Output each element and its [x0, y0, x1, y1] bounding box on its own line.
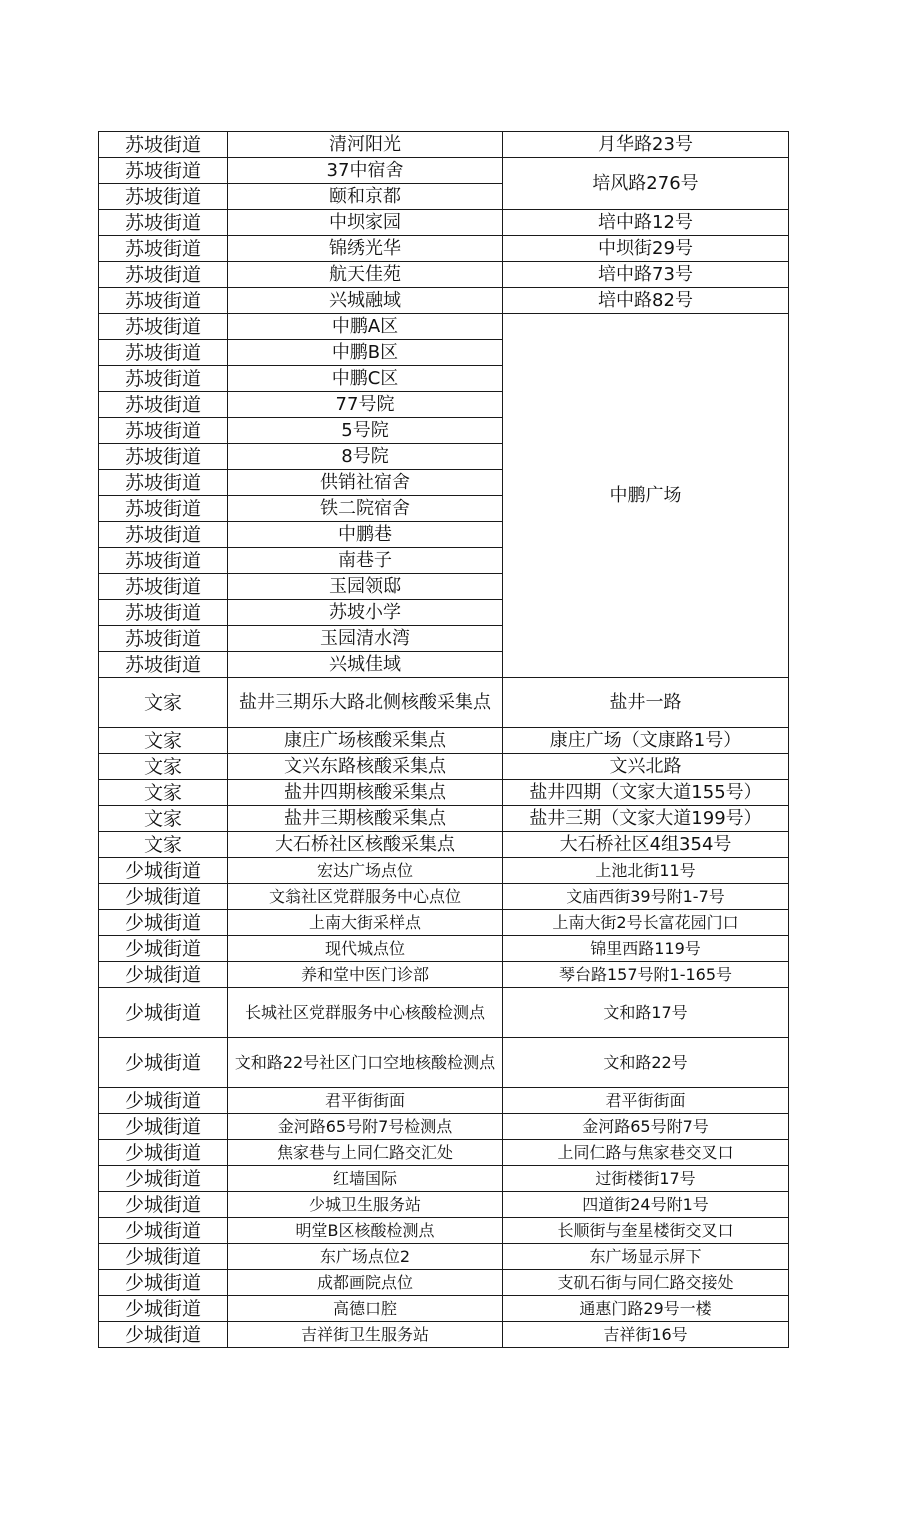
- site-cell: 中鹏A区: [228, 314, 503, 340]
- site-cell: 盐井三期乐大路北侧核酸采集点: [228, 678, 503, 728]
- address-cell: 月华路23号: [503, 132, 789, 158]
- site-cell: 现代城点位: [228, 936, 503, 962]
- street-cell: 苏坡街道: [99, 418, 228, 444]
- street-cell: 少城街道: [99, 1322, 228, 1348]
- address-cell: 培风路276号: [503, 158, 789, 210]
- site-cell: 8号院: [228, 444, 503, 470]
- address-cell: 上南大街2号长富花园门口: [503, 910, 789, 936]
- table-row: [99, 728, 789, 754]
- table-row: [99, 988, 789, 1038]
- address-cell: 文和路17号: [503, 988, 789, 1038]
- address-cell: 康庄广场（文康路1号）: [503, 728, 789, 754]
- street-cell: 苏坡街道: [99, 288, 228, 314]
- street-cell: 苏坡街道: [99, 262, 228, 288]
- table-row: [99, 1114, 789, 1140]
- table-row: [99, 288, 789, 314]
- table-row: [99, 780, 789, 806]
- site-cell: 玉园领邸: [228, 574, 503, 600]
- site-cell: 红墙国际: [228, 1166, 503, 1192]
- site-cell: 兴城融域: [228, 288, 503, 314]
- site-cell: 大石桥社区核酸采集点: [228, 832, 503, 858]
- site-cell: 成都画院点位: [228, 1270, 503, 1296]
- site-cell: 铁二院宿舍: [228, 496, 503, 522]
- address-cell: 中坝街29号: [503, 236, 789, 262]
- street-cell: 少城街道: [99, 1270, 228, 1296]
- address-cell: 中鹏广场: [503, 314, 789, 678]
- table-row: [99, 1296, 789, 1322]
- address-cell: 培中路82号: [503, 288, 789, 314]
- site-cell: 兴城佳域: [228, 652, 503, 678]
- table-row: [99, 858, 789, 884]
- address-cell: 支矶石街与同仁路交接处: [503, 1270, 789, 1296]
- site-cell: 中鹏巷: [228, 522, 503, 548]
- site-cell: 37中宿舍: [228, 158, 503, 184]
- street-cell: 苏坡街道: [99, 470, 228, 496]
- street-cell: 苏坡街道: [99, 184, 228, 210]
- table-row: [99, 806, 789, 832]
- address-cell: 上池北街11号: [503, 858, 789, 884]
- street-cell: 少城街道: [99, 1192, 228, 1218]
- table-row: [99, 1166, 789, 1192]
- street-cell: 苏坡街道: [99, 600, 228, 626]
- street-cell: 苏坡街道: [99, 522, 228, 548]
- table-row: [99, 1322, 789, 1348]
- address-cell: 过街楼街17号: [503, 1166, 789, 1192]
- table-row: [99, 314, 789, 340]
- site-cell: 少城卫生服务站: [228, 1192, 503, 1218]
- address-cell: 琴台路157号附1-165号: [503, 962, 789, 988]
- street-cell: 少城街道: [99, 1038, 228, 1088]
- address-cell: 文兴北路: [503, 754, 789, 780]
- site-cell: 长城社区党群服务中心核酸检测点: [228, 988, 503, 1038]
- table-row: [99, 132, 789, 158]
- table-row: [99, 1192, 789, 1218]
- site-cell: 南巷子: [228, 548, 503, 574]
- address-cell: 盐井四期（文家大道155号）: [503, 780, 789, 806]
- site-cell: 君平街街面: [228, 1088, 503, 1114]
- street-cell: 苏坡街道: [99, 548, 228, 574]
- street-cell: 苏坡街道: [99, 210, 228, 236]
- site-cell: 清河阳光: [228, 132, 503, 158]
- address-cell: 长顺街与奎星楼街交叉口: [503, 1218, 789, 1244]
- street-cell: 少城街道: [99, 962, 228, 988]
- street-cell: 苏坡街道: [99, 314, 228, 340]
- address-cell: 上同仁路与焦家巷交叉口: [503, 1140, 789, 1166]
- site-cell: 中坝家园: [228, 210, 503, 236]
- table-row: [99, 1038, 789, 1088]
- street-cell: 少城街道: [99, 1114, 228, 1140]
- address-cell: 培中路73号: [503, 262, 789, 288]
- street-cell: 少城街道: [99, 936, 228, 962]
- address-cell: 盐井一路: [503, 678, 789, 728]
- address-cell: 金河路65号附7号: [503, 1114, 789, 1140]
- site-cell: 吉祥街卫生服务站: [228, 1322, 503, 1348]
- site-cell: 康庄广场核酸采集点: [228, 728, 503, 754]
- table-row: [99, 262, 789, 288]
- street-cell: 苏坡街道: [99, 366, 228, 392]
- site-cell: 颐和京都: [228, 184, 503, 210]
- site-cell: 5号院: [228, 418, 503, 444]
- table-row: [99, 884, 789, 910]
- address-cell: 东广场显示屏下: [503, 1244, 789, 1270]
- street-cell: 少城街道: [99, 858, 228, 884]
- street-cell: 苏坡街道: [99, 496, 228, 522]
- street-cell: 文家: [99, 728, 228, 754]
- street-cell: 苏坡街道: [99, 652, 228, 678]
- street-cell: 少城街道: [99, 1088, 228, 1114]
- table-row: [99, 754, 789, 780]
- street-cell: 苏坡街道: [99, 132, 228, 158]
- street-cell: 文家: [99, 806, 228, 832]
- address-cell: 锦里西路119号: [503, 936, 789, 962]
- site-cell: 文兴东路核酸采集点: [228, 754, 503, 780]
- street-cell: 苏坡街道: [99, 236, 228, 262]
- street-cell: 少城街道: [99, 1218, 228, 1244]
- site-cell: 盐井四期核酸采集点: [228, 780, 503, 806]
- address-cell: 君平街街面: [503, 1088, 789, 1114]
- street-cell: 少城街道: [99, 1140, 228, 1166]
- street-cell: 少城街道: [99, 1166, 228, 1192]
- site-cell: 航天佳苑: [228, 262, 503, 288]
- address-cell: 文庙西街39号附1-7号: [503, 884, 789, 910]
- street-cell: 少城街道: [99, 884, 228, 910]
- street-cell: 少城街道: [99, 1244, 228, 1270]
- site-cell: 养和堂中医门诊部: [228, 962, 503, 988]
- site-cell: 盐井三期核酸采集点: [228, 806, 503, 832]
- table-row: [99, 936, 789, 962]
- site-cell: 文和路22号社区门口空地核酸检测点: [228, 1038, 503, 1088]
- street-cell: 苏坡街道: [99, 158, 228, 184]
- address-cell: 盐井三期（文家大道199号）: [503, 806, 789, 832]
- street-cell: 苏坡街道: [99, 626, 228, 652]
- table-row: [99, 962, 789, 988]
- site-cell: 77号院: [228, 392, 503, 418]
- site-cell: 金河路65号附7号检测点: [228, 1114, 503, 1140]
- table-row: [99, 1140, 789, 1166]
- site-cell: 宏达广场点位: [228, 858, 503, 884]
- street-cell: 文家: [99, 678, 228, 728]
- address-cell: 吉祥街16号: [503, 1322, 789, 1348]
- table-row: [99, 1244, 789, 1270]
- site-cell: 东广场点位2: [228, 1244, 503, 1270]
- site-cell: 上南大街采样点: [228, 910, 503, 936]
- site-cell: 文翁社区党群服务中心点位: [228, 884, 503, 910]
- table-row: [99, 158, 789, 184]
- site-cell: 中鹏C区: [228, 366, 503, 392]
- site-cell: 高德口腔: [228, 1296, 503, 1322]
- street-cell: 苏坡街道: [99, 340, 228, 366]
- address-cell: 通惠门路29号一楼: [503, 1296, 789, 1322]
- table-body: [99, 132, 789, 1348]
- table-row: [99, 832, 789, 858]
- street-cell: 少城街道: [99, 910, 228, 936]
- street-cell: 少城街道: [99, 988, 228, 1038]
- street-cell: 少城街道: [99, 1296, 228, 1322]
- table-row: [99, 210, 789, 236]
- address-cell: 培中路12号: [503, 210, 789, 236]
- street-cell: 文家: [99, 832, 228, 858]
- site-cell: 苏坡小学: [228, 600, 503, 626]
- street-cell: 文家: [99, 754, 228, 780]
- address-cell: 文和路22号: [503, 1038, 789, 1088]
- street-cell: 苏坡街道: [99, 444, 228, 470]
- table-row: [99, 678, 789, 728]
- site-cell: 焦家巷与上同仁路交汇处: [228, 1140, 503, 1166]
- testing-sites-table: [98, 131, 789, 1348]
- table-row: [99, 236, 789, 262]
- site-cell: 锦绣光华: [228, 236, 503, 262]
- address-cell: 四道街24号附1号: [503, 1192, 789, 1218]
- street-cell: 苏坡街道: [99, 392, 228, 418]
- site-cell: 明堂B区核酸检测点: [228, 1218, 503, 1244]
- street-cell: 苏坡街道: [99, 574, 228, 600]
- street-cell: 文家: [99, 780, 228, 806]
- site-cell: 中鹏B区: [228, 340, 503, 366]
- address-cell: 大石桥社区4组354号: [503, 832, 789, 858]
- table-row: [99, 1270, 789, 1296]
- table-row: [99, 1088, 789, 1114]
- table-row: [99, 910, 789, 936]
- site-cell: 玉园清水湾: [228, 626, 503, 652]
- site-cell: 供销社宿舍: [228, 470, 503, 496]
- table-row: [99, 1218, 789, 1244]
